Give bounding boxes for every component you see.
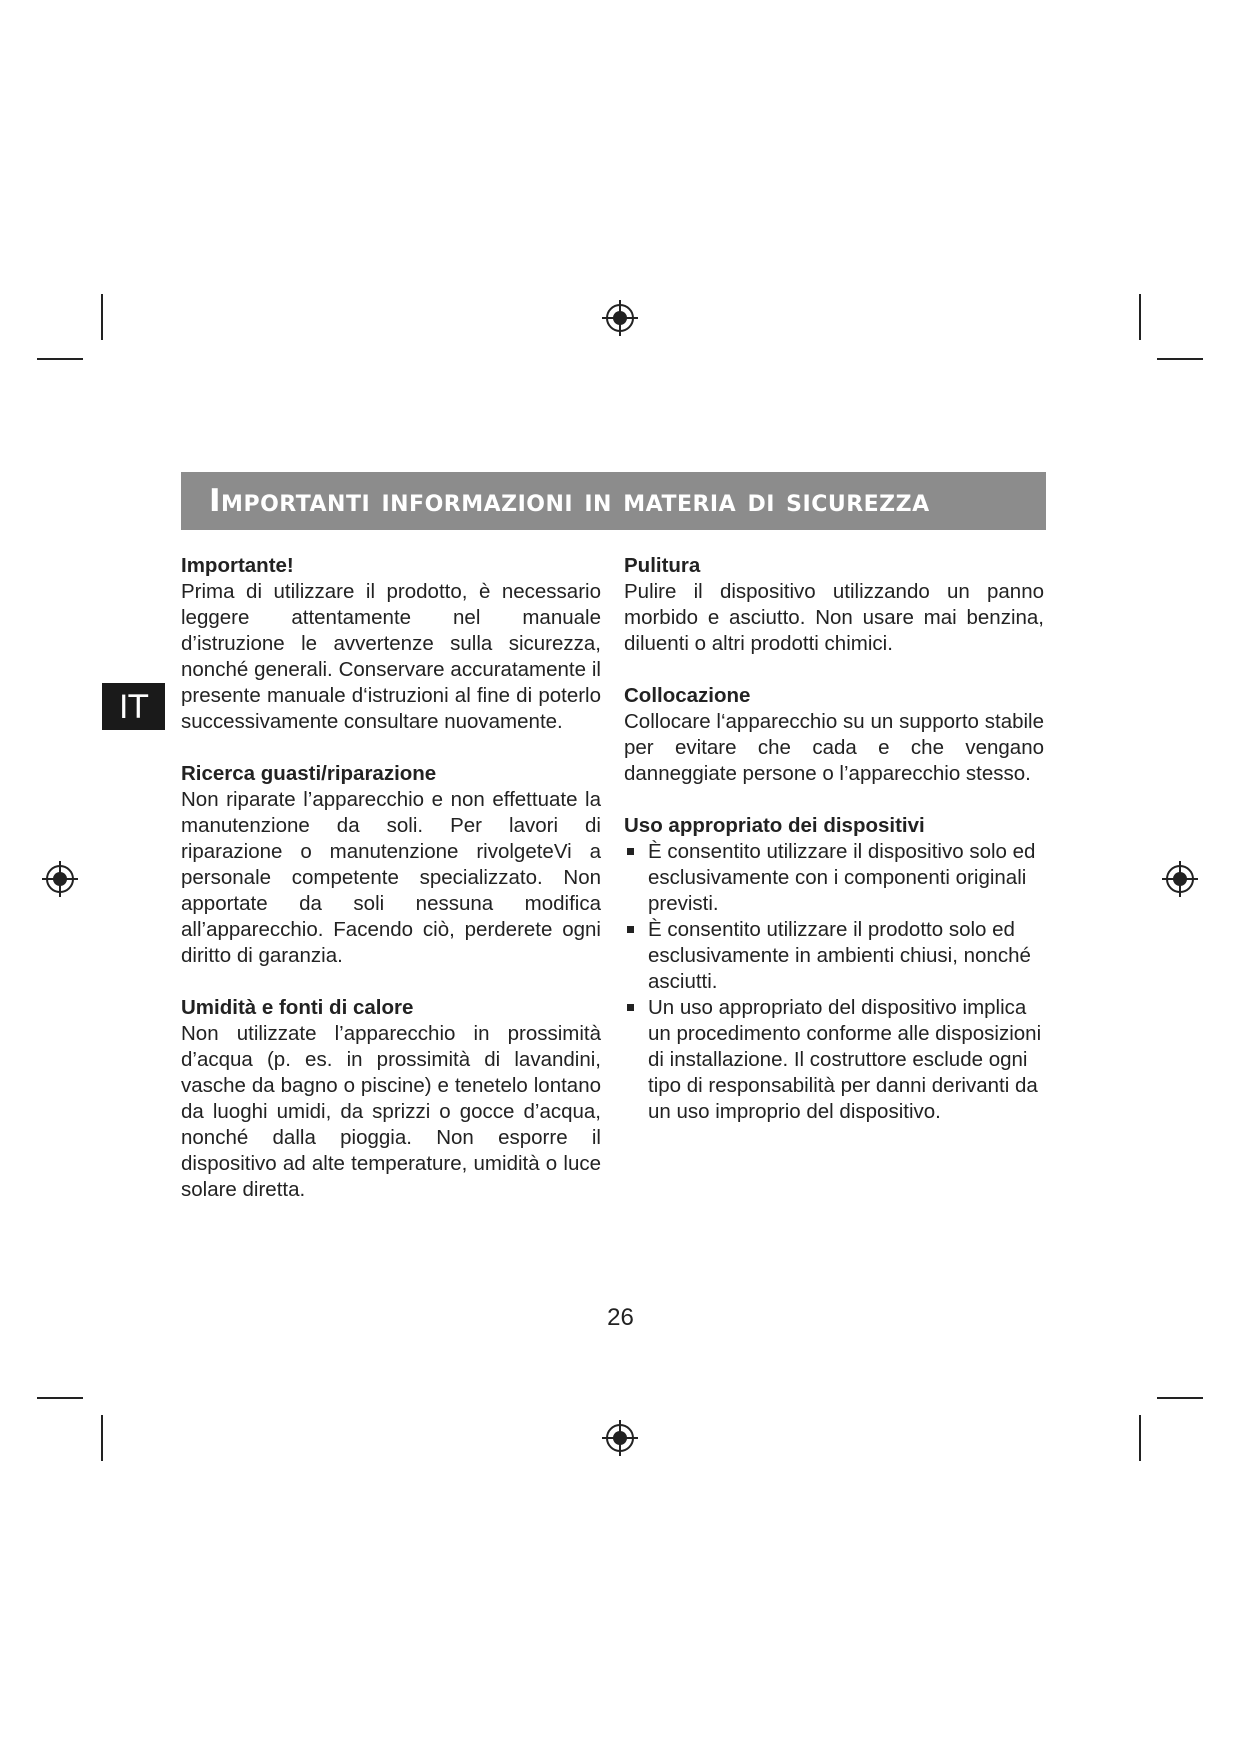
section-heading: Importante! (181, 554, 294, 577)
section-uso-appropriato (624, 813, 1044, 1125)
section-text: Non utilizzate l’apparecchio in prossimità d’acqua (p. es. in prossimità di lavandini, vasche da bagno o piscine) e tenetelo lontano da luoghi umidi, da sprizzi o gocce d’acqua, nonché dalla pioggia. Non esporre il dispositivo ad alte temperature, umidità o luce solare diretta. (181, 1022, 601, 1201)
crop-mark (1139, 294, 1141, 340)
crop-mark (37, 1397, 83, 1399)
section-heading: Uso appropriato dei dispositivi (624, 814, 925, 837)
crop-mark (37, 358, 83, 360)
section-heading: Collocazione (624, 684, 751, 707)
section-heading: Pulitura (624, 554, 701, 577)
crop-mark (1139, 1415, 1141, 1461)
section-heading: Ricerca guasti/riparazione (181, 762, 437, 785)
registration-mark-icon (600, 1418, 640, 1458)
left-column (181, 553, 601, 1229)
crop-mark (1157, 1397, 1203, 1399)
registration-mark-icon (1160, 859, 1200, 899)
section-text: Prima di utilizzare il prodotto, è necessario leggere attentamente nel manuale d’istruzione le avvertenze sulla sicurezza, nonché generali. Conservare accuratamente il presente manuale d‘istruzioni al fine di poterlo successivamente consultare nuovamente. (181, 580, 601, 733)
list-item: È consentito utilizzare il dispositivo solo ed esclusivamente con i componenti originali previsti. (624, 839, 1044, 917)
registration-mark-icon (600, 298, 640, 338)
title-initial: I (209, 483, 222, 519)
crop-mark (101, 294, 103, 340)
section-ricerca-guasti (181, 761, 601, 969)
section-text: Pulire il dispositivo utilizzando un panno morbido e asciutto. Non usare mai benzina, diluenti o altri prodotti chimici. (624, 580, 1044, 655)
section-text: Collocare l‘apparecchio su un supporto stabile per evitare che cada e che vengano danneggiate persone o l’apparecchio stesso. (624, 710, 1044, 785)
section-importante (181, 553, 601, 735)
page-number: 26 (607, 1304, 634, 1331)
section-umidita (181, 995, 601, 1203)
crop-mark (101, 1415, 103, 1461)
section-pulitura (624, 553, 1044, 657)
crop-mark (1157, 358, 1203, 360)
bullet-list (624, 839, 1044, 1125)
section-heading: Umidità e fonti di calore (181, 996, 414, 1019)
section-text: Non riparate l’apparecchio e non effettuate la manutenzione da soli. Per lavori di riparazione o manutenzione rivolgeteVi a personale competente specializzato. Non apportate da soli nessuna modifica all’apparecchio. Facendo ciò, perderete ogni diritto di garanzia. (181, 788, 601, 967)
language-tab: IT (102, 683, 165, 730)
page-title (181, 472, 1046, 530)
right-column (624, 553, 1044, 1151)
title-rest: mportanti informazioni in materia di sicurezza (221, 483, 930, 519)
list-item: Un uso appropriato del dispositivo implica un procedimento conforme alle disposizioni di installazione. Il costruttore esclude ogni tipo di responsabilità per danni derivanti da un uso improprio del dispositivo. (624, 995, 1044, 1125)
list-item: È consentito utilizzare il prodotto solo ed esclusivamente in ambienti chiusi, nonché asciutti. (624, 917, 1044, 995)
section-collocazione (624, 683, 1044, 787)
registration-mark-icon (40, 859, 80, 899)
